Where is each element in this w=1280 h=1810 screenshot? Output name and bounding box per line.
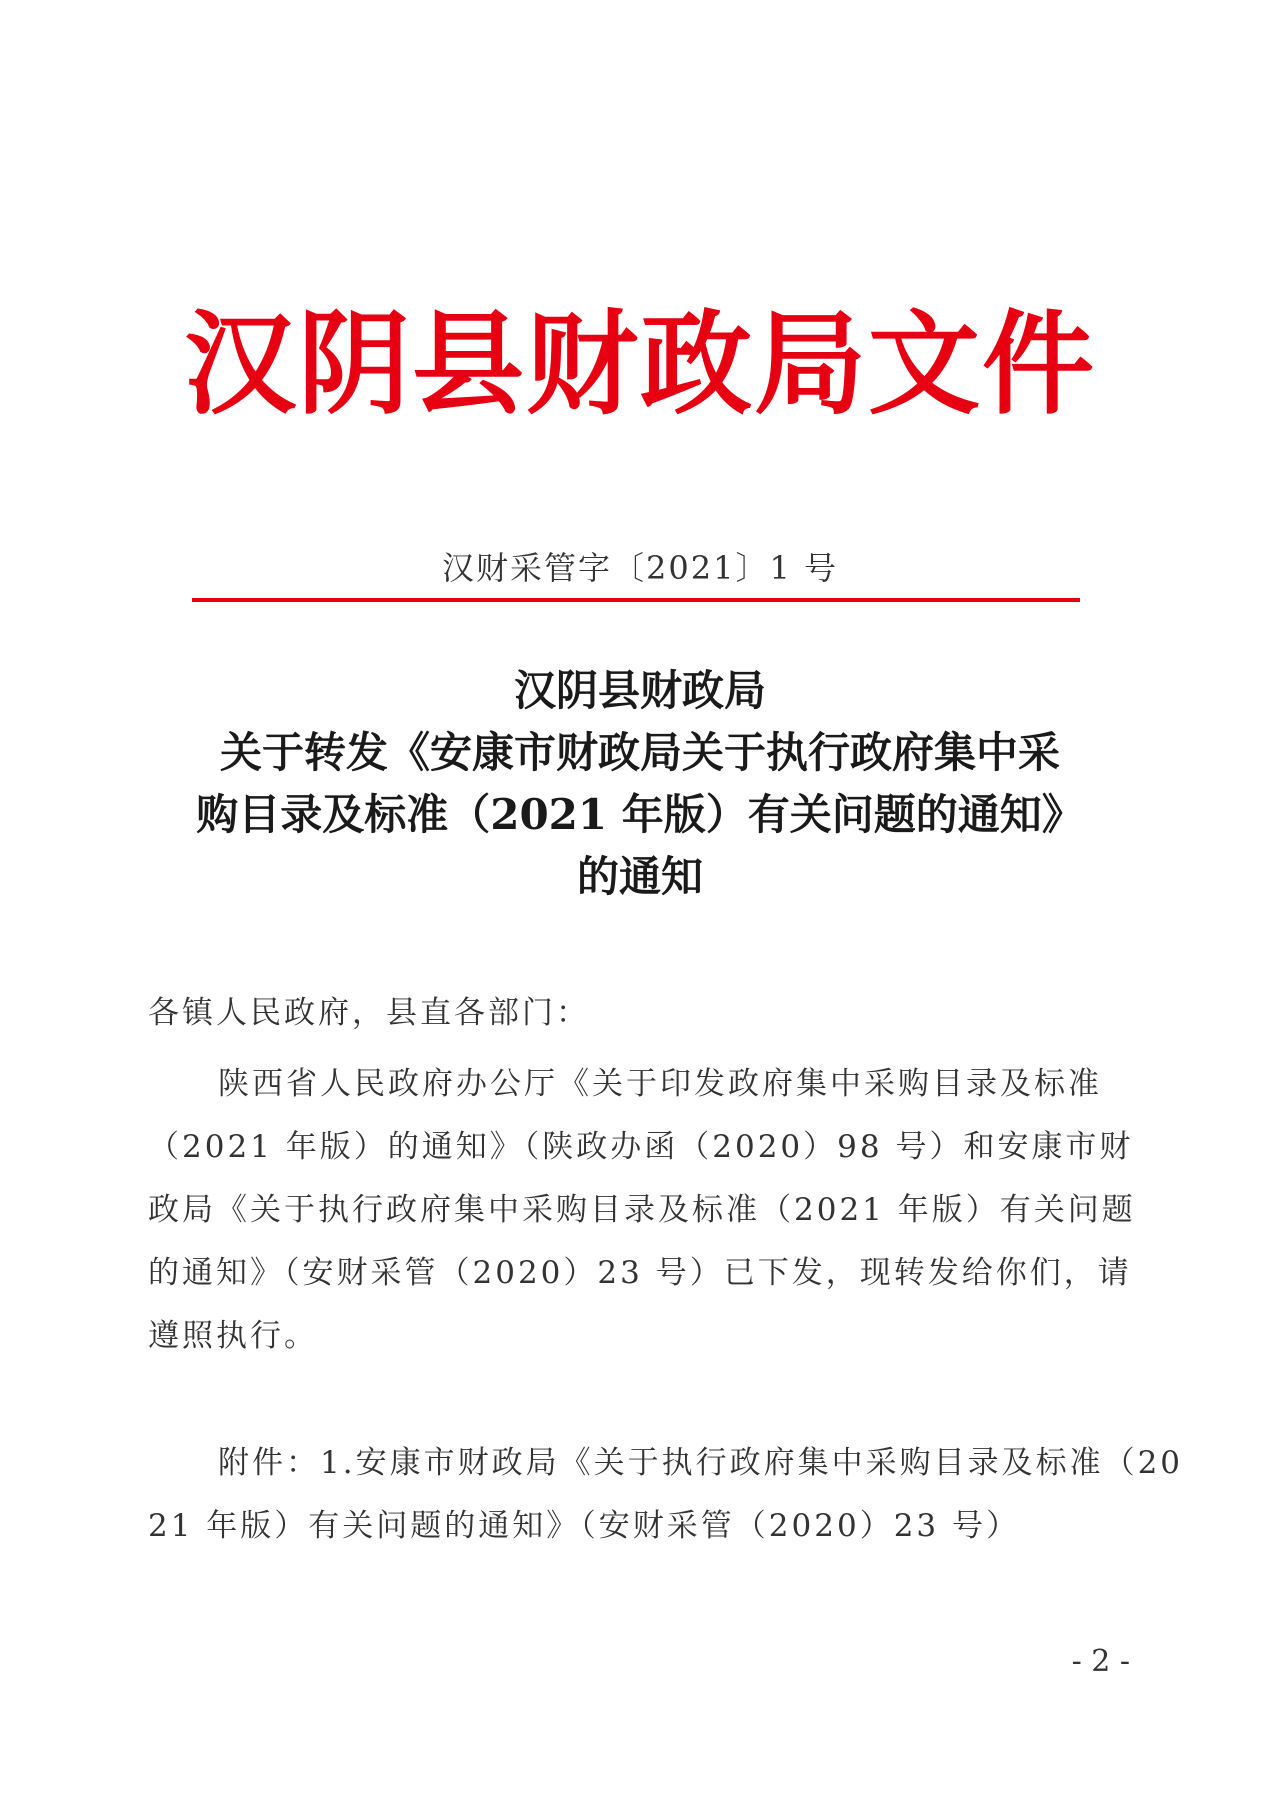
attachment-list [148,1432,1184,1558]
attachment-line: 附件：1.安康市财政局《关于执行政府集中采购目录及标准（20 [218,1445,1184,1481]
body-line: 的通知》（安财采管（2020）23 号）已下发，现转发给你们，请 [148,1255,1132,1291]
document-number: 汉财采管字〔2021〕1 号 [442,549,838,587]
body-line: 陕西省人民政府办公厅《关于印发政府集中采购目录及标准 [218,1066,1102,1102]
body-line: （2021 年版）的通知》（陕政办函（2020）98 号）和安康市财 [148,1129,1134,1165]
masthead-title: 汉阴县财政局文件 [184,299,1096,430]
document-title [150,660,1130,908]
page-number: - 2 - [1071,1644,1130,1679]
title-line: 汉阴县财政局 [513,666,766,715]
body-line: 政局《关于执行政府集中采购目录及标准（2021 年版）有关问题 [148,1192,1136,1228]
body-line: 遵照执行。 [148,1318,318,1354]
body-paragraph [148,1053,1136,1368]
attachment-line: 21 年版）有关问题的通知》（安财采管（2020）23 号） [148,1508,1020,1544]
red-divider-line [192,598,1080,602]
addressee: 各镇人民政府，县直各部门： [148,995,590,1031]
title-line: 关于转发《安康市财政局关于执行政府集中采 [219,728,1060,777]
title-line: 购目录及标准（2021 年版）有关问题的通知》 [196,790,1084,839]
title-line: 的通知 [576,852,703,901]
